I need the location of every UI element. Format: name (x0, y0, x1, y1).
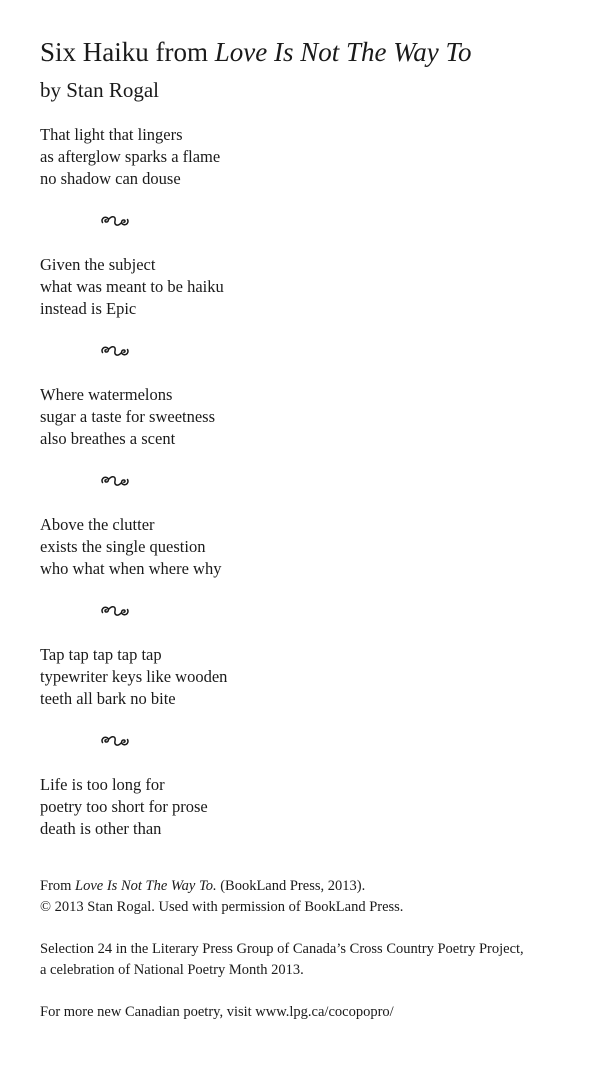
haiku-line: no shadow can douse (40, 169, 181, 188)
haiku-5 (40, 644, 580, 710)
haiku-line: instead is Epic (40, 299, 137, 318)
haiku-1 (40, 124, 580, 190)
haiku-line: exists the single question (40, 537, 206, 556)
swirl-ornament-icon (100, 474, 130, 488)
title-prefix: Six Haiku from (40, 37, 215, 67)
source-note (40, 876, 580, 918)
source-line (40, 876, 580, 897)
haiku-3 (40, 384, 580, 450)
ornament-divider (40, 190, 580, 254)
haiku-line: sugar a taste for sweetness (40, 407, 216, 426)
selection-note (40, 939, 580, 981)
haiku-line: typewriter keys like wooden (40, 667, 228, 686)
swirl-ornament-icon (100, 344, 130, 358)
source-book: Love Is Not The Way To. (75, 878, 217, 894)
ornament-divider (40, 320, 580, 384)
selection-line-1: Selection 24 in the Literary Press Group of Canada’s Cross Country Poetry Project, (40, 941, 524, 957)
selection-line-2: a celebration of National Poetry Month 2013. (40, 962, 304, 978)
source-prefix: From (40, 878, 76, 894)
more-poetry-line: For more new Canadian poetry, visit www.lpg.ca/cocopopro/ (40, 1004, 394, 1020)
haiku-line: poetry too short for prose (40, 797, 208, 816)
haiku-line: teeth all bark no bite (40, 689, 176, 708)
haiku-line: also breathes a scent (40, 429, 176, 448)
more-poetry-note (40, 1002, 580, 1023)
swirl-ornament-icon (100, 214, 130, 228)
haiku-line: Where watermelons (40, 385, 173, 404)
haiku-line: Given the subject (40, 255, 156, 274)
haiku-line: Life is too long for (40, 775, 165, 794)
swirl-ornament-icon (100, 734, 130, 748)
swirl-ornament-icon (100, 604, 130, 618)
haiku-6 (40, 774, 580, 840)
title-book: Love Is Not The Way To (214, 37, 472, 67)
page-title (40, 34, 472, 70)
copyright-line: © 2013 Stan Rogal. Used with permission of BookLand Press. (40, 899, 404, 915)
haiku-4 (40, 514, 580, 580)
haiku-line: Above the clutter (40, 515, 155, 534)
byline: by Stan Rogal (40, 78, 159, 102)
credits (40, 876, 580, 1044)
haiku-line: what was meant to be haiku (40, 277, 224, 296)
ornament-divider (40, 450, 580, 514)
haiku-line: That light that lingers (40, 125, 183, 144)
haiku-line: death is other than (40, 819, 162, 838)
ornament-divider (40, 580, 580, 644)
ornament-divider (40, 710, 580, 774)
haiku-line: Tap tap tap tap tap (40, 645, 162, 664)
source-publisher: (BookLand Press, 2013). (216, 878, 366, 894)
haiku-2 (40, 254, 580, 320)
haiku-line: who what when where why (40, 559, 222, 578)
haiku-line: as afterglow sparks a flame (40, 147, 221, 166)
haiku-list (40, 124, 580, 840)
